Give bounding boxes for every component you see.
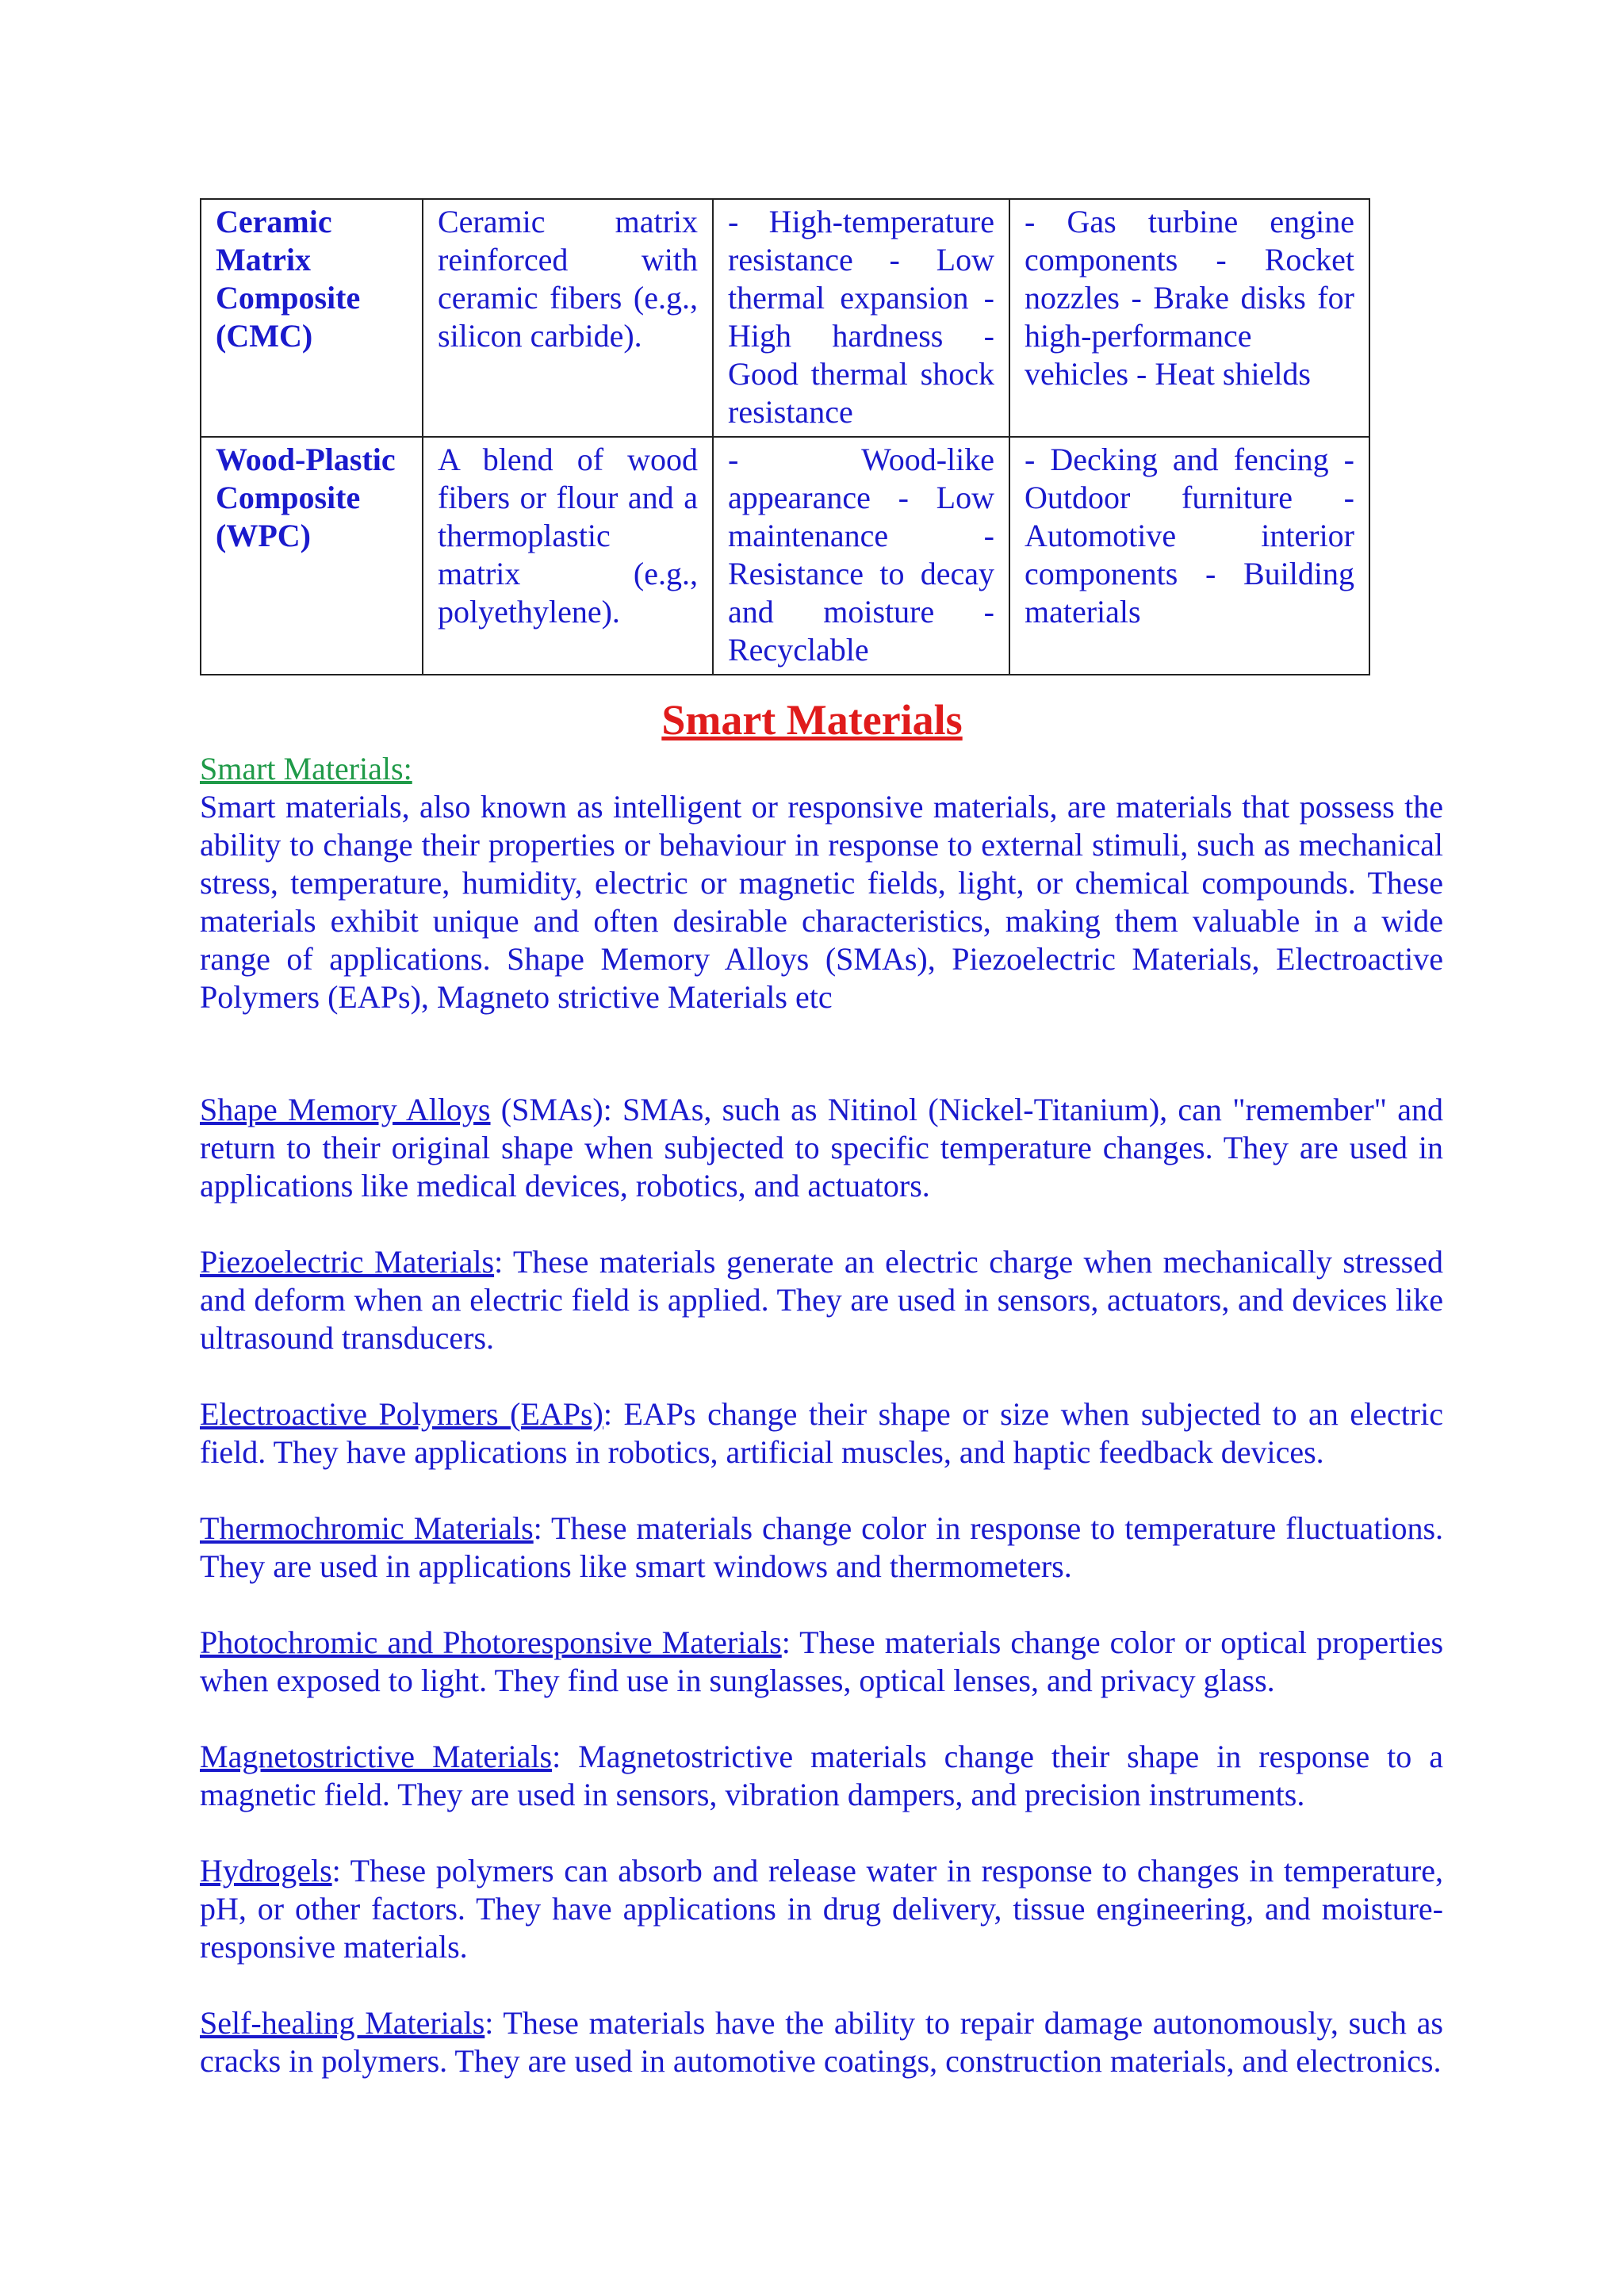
item-term: Hydrogels [200, 1853, 332, 1888]
composition-cell: Ceramic matrix reinforced with ceramic fibers (e.g., silicon carbide). [423, 199, 713, 437]
material-name-cell: Wood-Plastic Composite (WPC) [201, 437, 423, 675]
item-description: : These materials have the ability to repair damage autonomously, such as cracks in polymers. They are used in automotive coatings, construction materials, and electronics. [200, 2005, 1443, 2079]
item-description: : Magnetostrictive materials change their shape in response to a magnetic field. They are used in sensors, vibration dampers, and precision instruments. [200, 1739, 1444, 1812]
applications-cell: - Decking and fencing - Outdoor furniture - Automotive interior components - Building materials [1009, 437, 1369, 675]
item-paragraph-self-healing [200, 2004, 1443, 2080]
item-description: : These polymers can absorb and release water in response to changes in temperature, pH, or other factors. They have applications in drug delivery, tissue engineering, and moisture-responsive materials. [200, 1853, 1443, 1965]
intro-paragraph: Smart materials, also known as intelligent or responsive materials, are materials that possess the ability to change their properties or behaviour in response to external stimuli, such as mechanical stress, temperature, humidity, electric or magnetic fields, light, or chemical compounds. These materials exhibit unique and often desirable characteristics, making them valuable in a wide range of applications. Shape Memory Alloys (SMAs), Piezoelectric Materials, Electroactive Polymers (EAPs), Magneto strictive Materials etc [200, 789, 1443, 1015]
composition-cell: A blend of wood fibers or flour and a thermoplastic matrix (e.g., polyethylene). [423, 437, 713, 675]
properties-cell: - Wood-like appearance - Low maintenance - Resistance to decay and moisture - Recyclable [713, 437, 1009, 675]
item-description: : These materials change color or optical properties when exposed to light. They find use in sunglasses, optical lenses, and privacy glass. [200, 1624, 1444, 1698]
item-term: Self-healing Materials [200, 2005, 485, 2041]
item-paragraph-magnetostrictive [200, 1738, 1443, 1814]
material-name-cell: Ceramic Matrix Composite (CMC) [201, 199, 423, 437]
item-paragraph-hydrogels [200, 1852, 1443, 1966]
properties-cell: - High-temperature resistance - Low thermal expansion - High hardness - Good thermal shock resistance [713, 199, 1009, 437]
item-term: Magnetostrictive Materials [200, 1739, 553, 1774]
item-paragraph-photochromic [200, 1624, 1443, 1700]
item-paragraph-sma [200, 1091, 1443, 1205]
composites-table [200, 198, 1370, 675]
item-paragraph-eap [200, 1395, 1443, 1471]
item-term: Piezoelectric Materials [200, 1244, 495, 1280]
item-term: Shape Memory Alloys [200, 1092, 491, 1127]
table-row [201, 199, 1369, 437]
applications-cell: - Gas turbine engine components - Rocket nozzles - Brake disks for high-performance vehicles - Heat shields [1009, 199, 1369, 437]
intro-heading: Smart Materials: [200, 751, 412, 786]
item-description: (SMAs): SMAs, such as Nitinol (Nickel-Titanium), can "remember" and return to their original shape when subjected to specific temperature changes. They are used in applications like medical devices, robotics, and actuators. [200, 1092, 1443, 1203]
item-paragraph-piezoelectric [200, 1243, 1443, 1357]
item-description: : These materials change color in response to temperature fluctuations. They are used in applications like smart windows and thermometers. [200, 1510, 1444, 1584]
item-term: Electroactive Polymers (EAPs) [200, 1396, 603, 1432]
section-title: Smart Materials [661, 696, 963, 744]
item-description: : These materials generate an electric charge when mechanically stressed and deform when an electric field is applied. They are used in sensors, actuators, and devices like ultrasound transducers. [200, 1244, 1443, 1356]
item-description: : EAPs change their shape or size when subjected to an electric field. They have applications in robotics, artificial muscles, and haptic feedback devices. [200, 1396, 1443, 1470]
item-term: Thermochromic Materials [200, 1510, 534, 1546]
table-row [201, 437, 1369, 675]
item-paragraph-thermochromic [200, 1510, 1443, 1586]
item-term: Photochromic and Photoresponsive Materials [200, 1624, 782, 1660]
